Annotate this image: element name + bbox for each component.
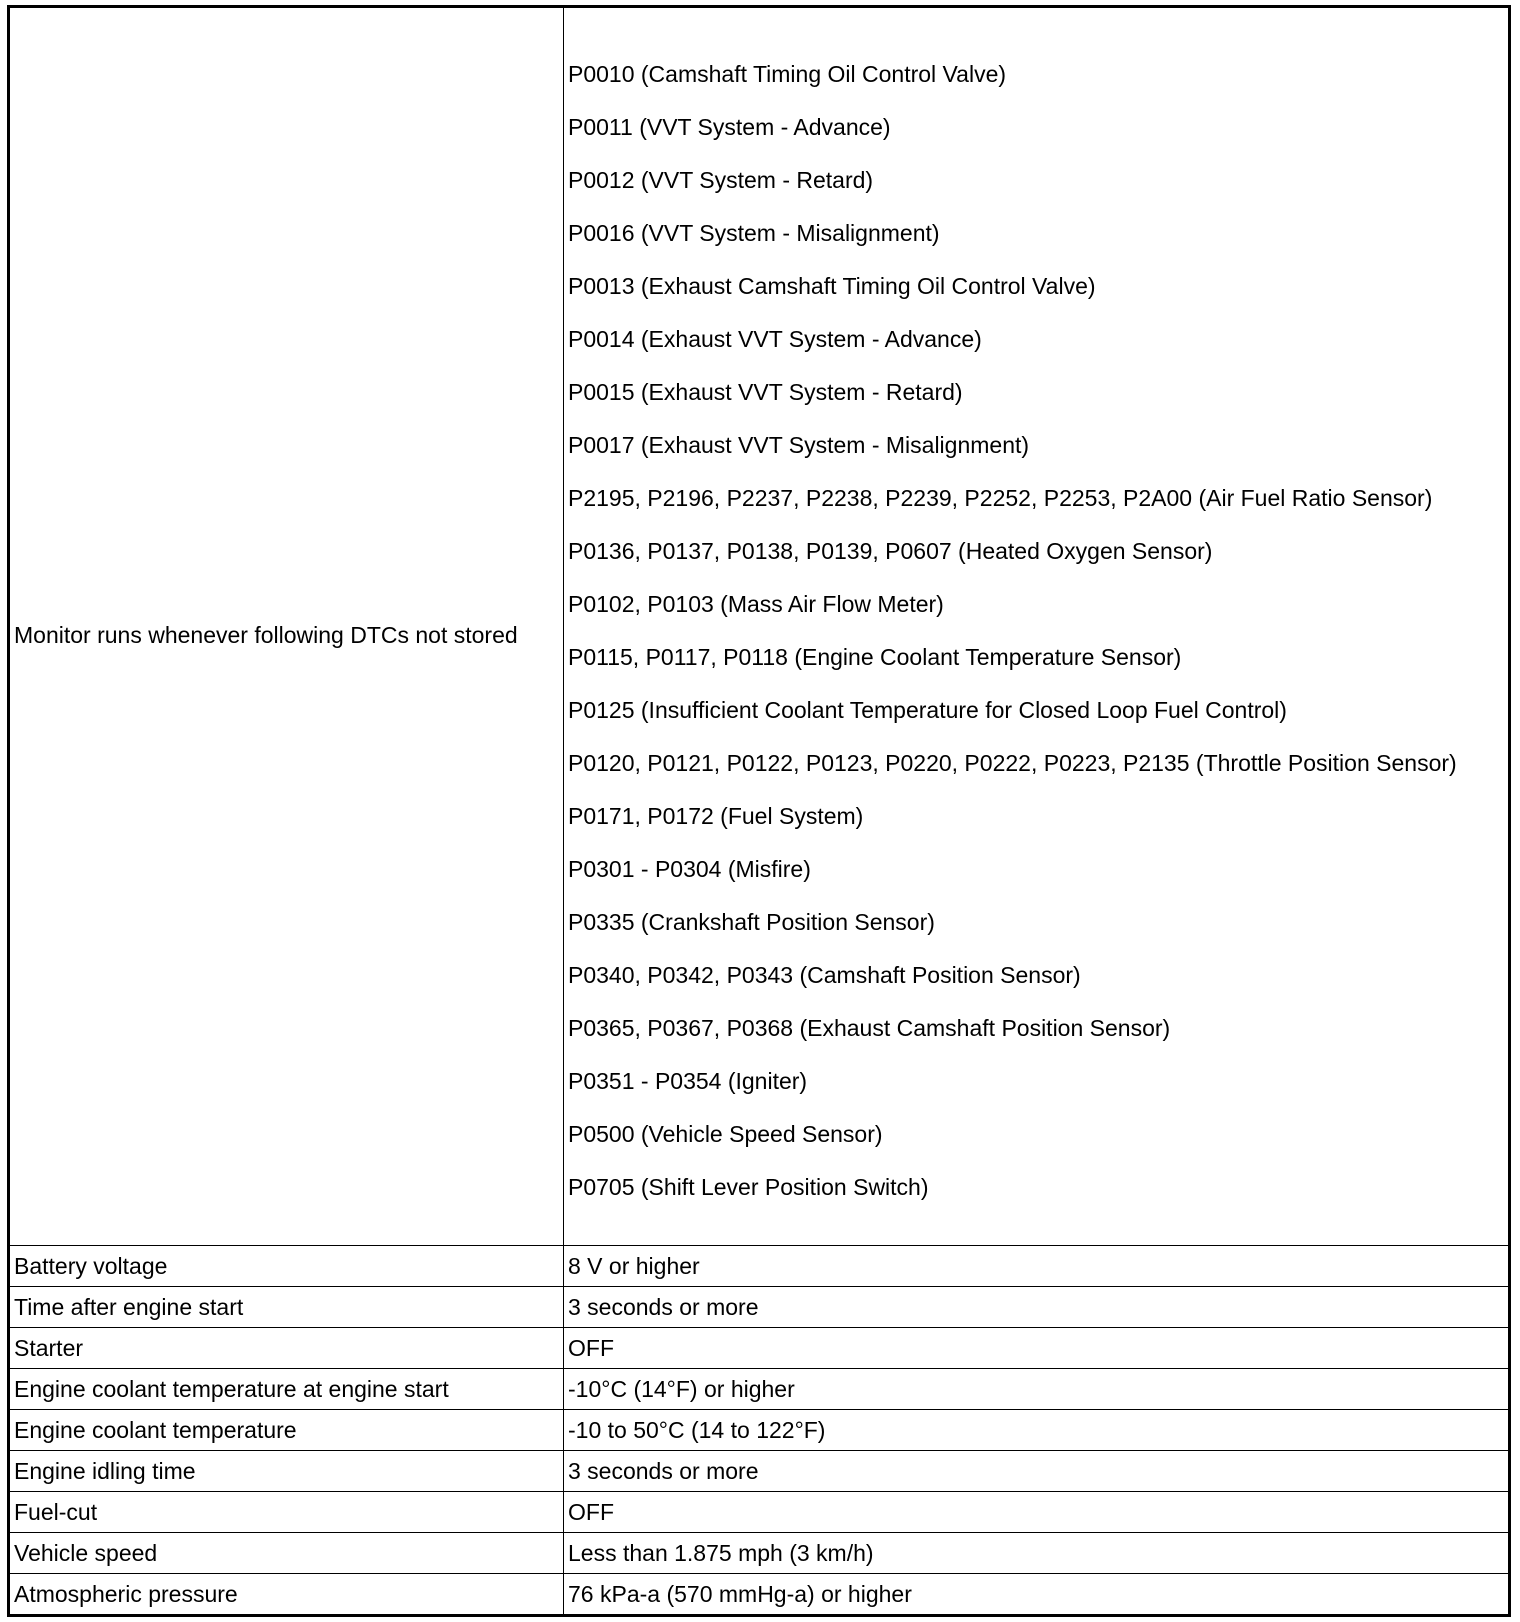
row-label: Battery voltage xyxy=(9,1246,564,1287)
dtc-list xyxy=(568,49,1504,1205)
dtc-condition-label-cell xyxy=(9,7,564,1246)
dtc-item: P0335 (Crankshaft Position Sensor) xyxy=(568,908,935,935)
row-value: 3 seconds or more xyxy=(564,1451,1510,1492)
dtc-item: P0102, P0103 (Mass Air Flow Meter) xyxy=(568,590,944,617)
table-row xyxy=(9,1369,1510,1410)
row-value: Less than 1.875 mph (3 km/h) xyxy=(564,1533,1510,1574)
dtc-condition-row xyxy=(9,7,1510,1246)
dtc-item: P0125 (Insufficient Coolant Temperature for Closed Loop Fuel Control) xyxy=(568,696,1287,723)
monitor-conditions-table xyxy=(7,5,1511,1617)
row-label: Engine coolant temperature xyxy=(9,1410,564,1451)
table-row xyxy=(9,1451,1510,1492)
dtc-item: P0017 (Exhaust VVT System - Misalignment) xyxy=(568,431,1030,458)
table-row xyxy=(9,1246,1510,1287)
row-label: Engine coolant temperature at engine start xyxy=(9,1369,564,1410)
table-row xyxy=(9,1492,1510,1533)
row-value: -10 to 50°C (14 to 122°F) xyxy=(564,1410,1510,1451)
row-label: Atmospheric pressure xyxy=(9,1574,564,1616)
row-label: Fuel-cut xyxy=(9,1492,564,1533)
row-label: Vehicle speed xyxy=(9,1533,564,1574)
dtc-item: P0016 (VVT System - Misalignment) xyxy=(568,219,940,246)
dtc-item: P0010 (Camshaft Timing Oil Control Valve) xyxy=(568,60,1007,87)
dtc-item: P0365, P0367, P0368 (Exhaust Camshaft Position Sensor) xyxy=(568,1014,1171,1041)
row-value: 3 seconds or more xyxy=(564,1287,1510,1328)
row-label: Starter xyxy=(9,1328,564,1369)
dtc-item: P0171, P0172 (Fuel System) xyxy=(568,802,864,829)
dtc-item: P0301 - P0304 (Misfire) xyxy=(568,855,811,882)
dtc-list-cell xyxy=(564,7,1510,1246)
table-row xyxy=(9,1574,1510,1616)
table-row xyxy=(9,1410,1510,1451)
row-value: OFF xyxy=(564,1328,1510,1369)
dtc-condition-label: Monitor runs whenever following DTCs not stored xyxy=(14,621,518,648)
table-row xyxy=(9,1533,1510,1574)
row-value: 8 V or higher xyxy=(564,1246,1510,1287)
row-label: Time after engine start xyxy=(9,1287,564,1328)
row-value: 76 kPa-a (570 mmHg-a) or higher xyxy=(564,1574,1510,1616)
dtc-item: P0012 (VVT System - Retard) xyxy=(568,166,874,193)
table-row xyxy=(9,1328,1510,1369)
dtc-item: P0014 (Exhaust VVT System - Advance) xyxy=(568,325,982,352)
dtc-item: P0500 (Vehicle Speed Sensor) xyxy=(568,1120,883,1147)
dtc-item: P0115, P0117, P0118 (Engine Coolant Temperature Sensor) xyxy=(568,643,1182,670)
dtc-item: P0015 (Exhaust VVT System - Retard) xyxy=(568,378,963,405)
dtc-item: P0136, P0137, P0138, P0139, P0607 (Heated Oxygen Sensor) xyxy=(568,537,1213,564)
dtc-item: P2195, P2196, P2237, P2238, P2239, P2252, P2253, P2A00 (Air Fuel Ratio Sensor) xyxy=(568,484,1433,511)
dtc-item: P0011 (VVT System - Advance) xyxy=(568,113,891,140)
dtc-item: P0351 - P0354 (Igniter) xyxy=(568,1067,808,1094)
row-label: Engine idling time xyxy=(9,1451,564,1492)
row-value: OFF xyxy=(564,1492,1510,1533)
dtc-item: P0120, P0121, P0122, P0123, P0220, P0222, P0223, P2135 (Throttle Position Sensor) xyxy=(568,749,1457,776)
table-row xyxy=(9,1287,1510,1328)
dtc-item: P0013 (Exhaust Camshaft Timing Oil Control Valve) xyxy=(568,272,1096,299)
dtc-item: P0705 (Shift Lever Position Switch) xyxy=(568,1173,929,1200)
dtc-item: P0340, P0342, P0343 (Camshaft Position Sensor) xyxy=(568,961,1081,988)
row-value: -10°C (14°F) or higher xyxy=(564,1369,1510,1410)
